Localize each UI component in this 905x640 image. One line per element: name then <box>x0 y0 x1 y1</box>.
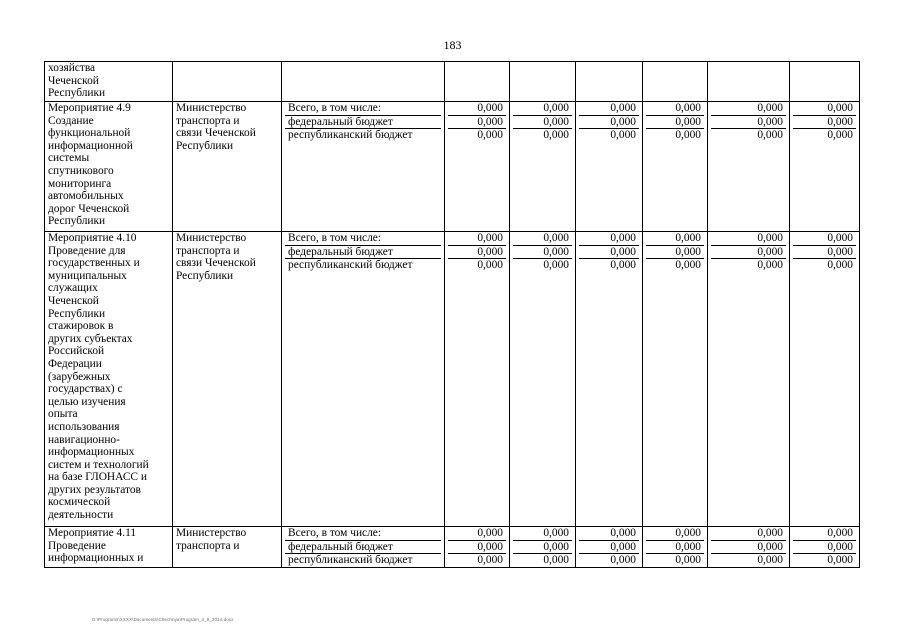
event-line: систем и технологий <box>48 458 149 471</box>
event-line: Республики <box>48 307 106 320</box>
event-line: муниципальных <box>48 269 127 282</box>
event-line: Проведение <box>48 539 106 552</box>
amount-value: 0,000 <box>793 246 856 260</box>
amount-value: 0,000 <box>513 527 572 541</box>
amount-value: 0,000 <box>543 554 569 567</box>
event-line: системы <box>48 152 90 165</box>
event-line: Чеченской <box>48 294 99 307</box>
amount-value: 0,000 <box>675 129 701 142</box>
amount-cell <box>708 232 790 527</box>
amount-value: 0,000 <box>646 527 704 541</box>
amount-value: 0,000 <box>610 554 636 567</box>
amount-cell <box>643 527 708 568</box>
amount-value: 0,000 <box>646 116 704 130</box>
event-line: мониторинга <box>48 177 112 190</box>
amount-cell <box>643 62 708 102</box>
executor-line: Министерство <box>176 527 247 539</box>
amount-value: 0,000 <box>579 116 639 130</box>
amount-value: 0,000 <box>579 527 639 541</box>
executor-line: транспорта и <box>176 244 240 257</box>
event-line: Федерации <box>48 357 102 370</box>
amount-value: 0,000 <box>711 116 786 130</box>
amount-value: 0,000 <box>513 541 572 555</box>
event-line: (зарубежных <box>48 370 111 383</box>
funding-source-label: Всего, в том числе: <box>285 102 441 116</box>
amount-value: 0,000 <box>646 246 704 260</box>
amount-cell <box>790 102 860 232</box>
amount-value: 0,000 <box>711 102 786 116</box>
amount-value: 0,000 <box>513 116 572 130</box>
amount-cell <box>790 527 860 568</box>
event-line: Проведение для <box>48 244 126 257</box>
amount-value: 0,000 <box>543 259 569 272</box>
amount-value: 0,000 <box>675 554 701 567</box>
amount-value: 0,000 <box>610 259 636 272</box>
amount-value: 0,000 <box>448 527 506 541</box>
amount-value: 0,000 <box>448 102 506 116</box>
event-line: функциональной <box>48 127 131 140</box>
event-line: Республики <box>48 215 106 228</box>
executor-line: транспорта и <box>176 114 240 127</box>
funding-source-label: республиканский бюджет <box>288 554 413 567</box>
amount-cell <box>790 232 860 527</box>
amount-cell <box>708 527 790 568</box>
table-row <box>45 232 860 527</box>
event-line: опыта <box>48 408 78 421</box>
amount-cell <box>708 62 790 102</box>
executor-line: Министерство <box>176 102 247 114</box>
amount-value: 0,000 <box>827 554 853 567</box>
amount-value: 0,000 <box>448 246 506 260</box>
funding-source-label: Всего, в том числе: <box>285 527 441 541</box>
event-line: Мероприятие 4.9 <box>48 102 131 114</box>
amount-value: 0,000 <box>579 102 639 116</box>
amount-value: 0,000 <box>448 232 506 246</box>
amount-value: 0,000 <box>579 246 639 260</box>
event-line: дорог Чеченской <box>48 202 130 215</box>
event-line: государственных и <box>48 257 140 270</box>
event-line: Российской <box>48 345 105 358</box>
amount-value: 0,000 <box>610 129 636 142</box>
funding-source-cell <box>282 62 445 102</box>
amount-value: 0,000 <box>793 232 856 246</box>
executor-line: транспорта и <box>176 539 240 552</box>
amount-cell <box>510 527 576 568</box>
event-line: космической <box>48 496 111 509</box>
event-line: использования <box>48 420 120 433</box>
event-line: информационной <box>48 139 133 152</box>
amount-value: 0,000 <box>793 527 856 541</box>
table-body <box>45 62 860 568</box>
amount-value: 0,000 <box>579 232 639 246</box>
table-row <box>45 62 860 102</box>
page-number: 183 <box>443 38 462 52</box>
event-line: целью изучения <box>48 395 126 408</box>
amount-value: 0,000 <box>757 129 783 142</box>
event-line: Чеченской <box>48 74 99 87</box>
event-line: на базе ГЛОНАСС и <box>48 471 147 484</box>
amount-value: 0,000 <box>675 259 701 272</box>
event-cell <box>45 102 173 232</box>
event-line: спутникового <box>48 164 114 177</box>
amount-value: 0,000 <box>711 246 786 260</box>
amount-value: 0,000 <box>793 116 856 130</box>
amount-value: 0,000 <box>513 102 572 116</box>
funding-source-cell <box>282 527 445 568</box>
amount-cell <box>445 527 510 568</box>
amount-cell <box>445 62 510 102</box>
funding-source-cell <box>282 232 445 527</box>
event-line: автомобильных <box>48 190 124 203</box>
amount-value: 0,000 <box>711 527 786 541</box>
amount-cell <box>708 102 790 232</box>
amount-value: 0,000 <box>448 541 506 555</box>
funding-source-label: Всего, в том числе: <box>285 232 441 246</box>
amount-value: 0,000 <box>711 232 786 246</box>
executor-line: Республики <box>176 139 234 152</box>
event-line: служащих <box>48 282 98 295</box>
executor-line: связи Чеченской <box>176 257 256 270</box>
executor-line: Министерство <box>176 232 247 244</box>
amount-cell <box>643 232 708 527</box>
amount-cell <box>510 232 576 527</box>
executor-cell <box>173 527 282 568</box>
amount-value: 0,000 <box>793 541 856 555</box>
amount-value: 0,000 <box>579 541 639 555</box>
event-cell <box>45 62 173 102</box>
amount-value: 0,000 <box>513 232 572 246</box>
funding-source-label: федеральный бюджет <box>285 116 441 130</box>
event-line: Создание <box>48 114 94 127</box>
funding-source-label: федеральный бюджет <box>285 246 441 260</box>
table-row <box>45 102 860 232</box>
amount-value: 0,000 <box>477 259 503 272</box>
event-cell <box>45 232 173 527</box>
amount-cell <box>510 62 576 102</box>
amount-cell <box>576 102 643 232</box>
amount-cell <box>643 102 708 232</box>
amount-cell <box>790 62 860 102</box>
event-line: информационных и <box>48 552 144 565</box>
amount-cell <box>576 232 643 527</box>
executor-line: связи Чеченской <box>176 127 256 140</box>
event-line: Республики <box>48 87 106 100</box>
amount-value: 0,000 <box>757 259 783 272</box>
amount-value: 0,000 <box>646 541 704 555</box>
table-row <box>45 527 860 568</box>
amount-cell <box>510 102 576 232</box>
amount-cell <box>445 102 510 232</box>
amount-value: 0,000 <box>711 541 786 555</box>
event-line: деятельности <box>48 509 114 522</box>
executor-cell <box>173 232 282 527</box>
amount-value: 0,000 <box>827 129 853 142</box>
event-line: других субъектах <box>48 332 133 345</box>
event-line: навигационно- <box>48 433 120 446</box>
event-line: государствах) с <box>48 383 123 396</box>
amount-value: 0,000 <box>477 554 503 567</box>
funding-source-label: федеральный бюджет <box>285 541 441 555</box>
event-line: стажировок в <box>48 320 114 333</box>
event-line: других результатов <box>48 483 141 496</box>
amount-cell <box>445 232 510 527</box>
amount-value: 0,000 <box>448 116 506 130</box>
executor-cell <box>173 62 282 102</box>
amount-value: 0,000 <box>477 129 503 142</box>
event-line: информационных <box>48 446 135 459</box>
amount-value: 0,000 <box>757 554 783 567</box>
event-cell <box>45 527 173 568</box>
executor-cell <box>173 102 282 232</box>
executor-line: Республики <box>176 269 234 282</box>
event-line: Мероприятие 4.11 <box>48 527 137 539</box>
event-line: хозяйства <box>48 62 96 74</box>
event-line: Мероприятие 4.10 <box>48 232 137 244</box>
amount-value: 0,000 <box>827 259 853 272</box>
amount-value: 0,000 <box>793 102 856 116</box>
funding-source-label: республиканский бюджет <box>288 259 413 272</box>
amount-value: 0,000 <box>646 102 704 116</box>
footer-path: D:\Programs\XXXX\Documents\Chechnya\Program_4_9_2014.docx <box>92 617 234 622</box>
amount-cell <box>576 62 643 102</box>
amount-value: 0,000 <box>513 246 572 260</box>
amount-value: 0,000 <box>543 129 569 142</box>
amount-cell <box>576 527 643 568</box>
budget-table <box>44 61 860 568</box>
funding-source-cell <box>282 102 445 232</box>
funding-source-label: республиканский бюджет <box>288 129 413 142</box>
amount-value: 0,000 <box>646 232 704 246</box>
